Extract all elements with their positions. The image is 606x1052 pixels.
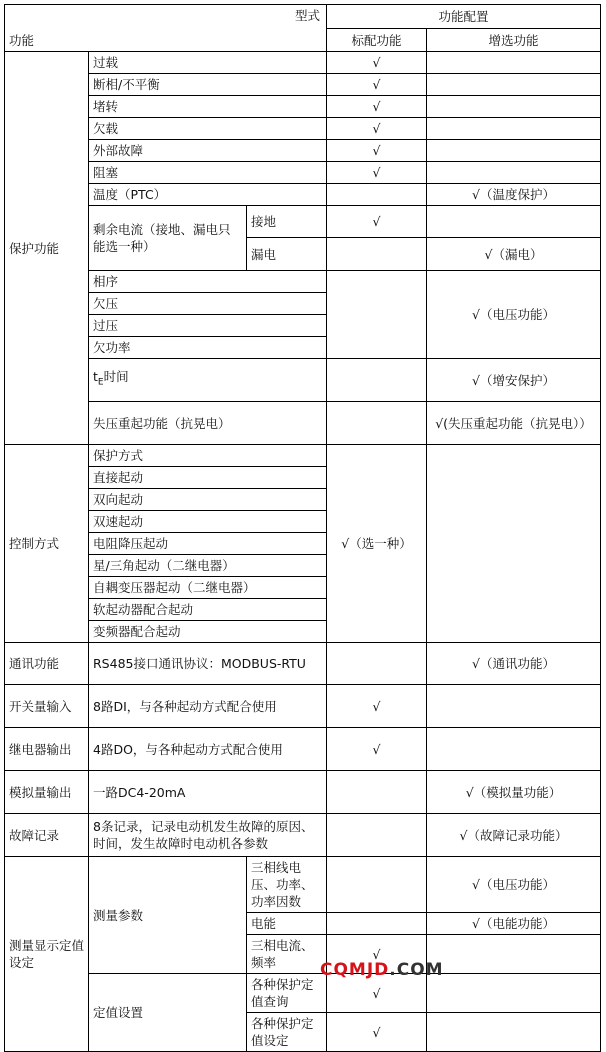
fault-opt: √（故障记录功能） <box>427 814 601 857</box>
control-item: 保护方式 <box>89 445 327 467</box>
di-desc: 8路DI，与各种起动方式配合使用 <box>89 685 327 728</box>
measure-current: 三相电流、频率 <box>247 935 327 974</box>
protection-overload: 过载 <box>89 52 327 74</box>
check-mark: √ <box>327 96 427 118</box>
check-mark: √ <box>327 935 427 974</box>
protection-underload: 欠载 <box>89 118 327 140</box>
check-mark: √ <box>327 74 427 96</box>
protection-phase-seq: 相序 <box>89 271 327 293</box>
protection-te-time <box>89 359 327 402</box>
measure-energy-opt: √（电能功能） <box>427 913 601 935</box>
protection-label: 保护功能 <box>5 52 89 445</box>
control-item: 软起动器配合起动 <box>89 599 327 621</box>
check-mark: √ <box>327 685 427 728</box>
restart-opt: √(失压重起功能（抗晃电）） <box>427 402 601 445</box>
check-mark: √ <box>327 140 427 162</box>
check-mark: √ <box>327 118 427 140</box>
te-opt: √（增安保护） <box>427 359 601 402</box>
protection-residual: 剩余电流（接地、漏电只能选一种） <box>89 206 247 271</box>
check-mark: √ <box>327 162 427 184</box>
di-label: 开关量输入 <box>5 685 89 728</box>
te-t: t <box>93 369 98 385</box>
check-mark: √ <box>327 728 427 771</box>
protection-underpower: 欠功率 <box>89 337 327 359</box>
measure-voltage-opt: √（电压功能） <box>427 857 601 913</box>
control-item: 双向起动 <box>89 489 327 511</box>
protection-leak: 漏电 <box>247 238 327 271</box>
measure-params: 测量参数 <box>89 857 247 974</box>
measure-setting: 定值设置 <box>89 974 247 1052</box>
control-item: 直接起动 <box>89 467 327 489</box>
check-mark: √ <box>327 206 427 238</box>
protection-block: 阻塞 <box>89 162 327 184</box>
protection-stall: 堵转 <box>89 96 327 118</box>
protection-overvoltage: 过压 <box>89 315 327 337</box>
control-item: 星/三角起动（二继电器） <box>89 555 327 577</box>
leak-opt: √（漏电） <box>427 238 601 271</box>
control-item: 电阻降压起动 <box>89 533 327 555</box>
check-mark: √ <box>327 52 427 74</box>
ao-label: 模拟量输出 <box>5 771 89 814</box>
protection-external-fault: 外部故障 <box>89 140 327 162</box>
check-mark: √ <box>327 974 427 1013</box>
do-desc: 4路DO，与各种起动方式配合使用 <box>89 728 327 771</box>
temperature-opt: √（温度保护） <box>427 184 601 206</box>
comm-opt: √（通讯功能） <box>427 643 601 685</box>
fault-label: 故障记录 <box>5 814 89 857</box>
control-item: 自耦变压器起动（二继电器） <box>89 577 327 599</box>
voltage-opt: √（电压功能） <box>427 271 601 359</box>
measure-set: 各种保护定值设定 <box>247 1013 327 1052</box>
protection-temperature: 温度（PTC） <box>89 184 327 206</box>
ao-opt: √（模拟量功能） <box>427 771 601 814</box>
measure-voltage: 三相线电压、功率、功率因数 <box>247 857 327 913</box>
protection-phase-loss: 断相/不平衡 <box>89 74 327 96</box>
header-func: 功能 <box>5 29 327 52</box>
watermark-logo: CQMJD.COM <box>320 960 444 980</box>
protection-undervoltage: 欠压 <box>89 293 327 315</box>
comm-desc: RS485接口通讯协议：MODBUS-RTU <box>89 643 327 685</box>
check-mark: √ <box>327 1013 427 1052</box>
function-config-table <box>4 4 601 1052</box>
control-item: 变频器配合起动 <box>89 621 327 643</box>
control-label: 控制方式 <box>5 445 89 643</box>
do-label: 继电器输出 <box>5 728 89 771</box>
measure-label: 测量显示定值设定 <box>5 857 89 1052</box>
measure-energy: 电能 <box>247 913 327 935</box>
header-type: 型式 <box>5 5 327 29</box>
fault-desc: 8条记录，记录电动机发生故障的原因、时间，发生故障时电动机各参数 <box>89 814 327 857</box>
measure-query: 各种保护定值查询 <box>247 974 327 1013</box>
te-rest: 时间 <box>103 369 129 385</box>
ao-desc: 一路DC4-20mA <box>89 771 327 814</box>
te-sub: E <box>97 377 104 388</box>
control-std: √（选一种） <box>327 445 427 643</box>
header-config: 功能配置 <box>327 5 601 29</box>
protection-ground: 接地 <box>247 206 327 238</box>
protection-restart: 失压重起功能（抗晃电） <box>89 402 327 445</box>
header-std: 标配功能 <box>327 29 427 52</box>
comm-label: 通讯功能 <box>5 643 89 685</box>
control-item: 双速起动 <box>89 511 327 533</box>
header-opt: 增选功能 <box>427 29 601 52</box>
